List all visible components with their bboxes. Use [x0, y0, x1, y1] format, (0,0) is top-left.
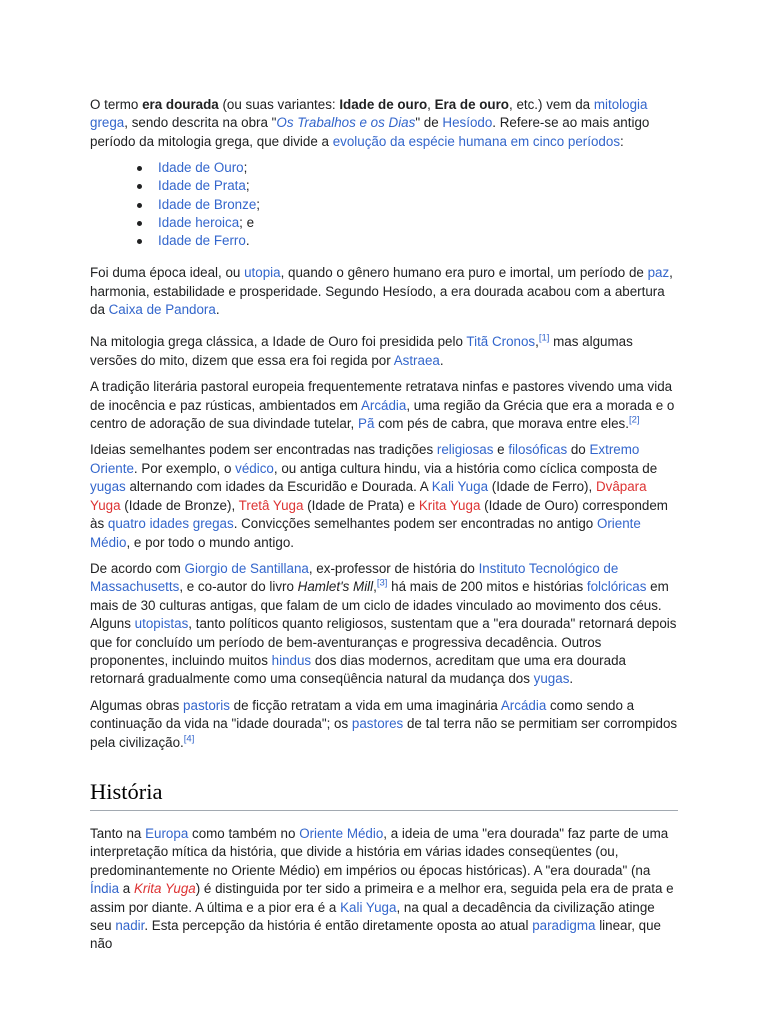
text: , harmonia, estabilidade e prosperidade. Segundo Hesíodo, a era dourada acabou com a abertura da [90, 265, 673, 318]
text: De acordo com [90, 560, 185, 576]
link-idade-heroica[interactable]: Idade heroica [158, 214, 240, 230]
text: , uma região da Grécia que era a morada e o centro de adoração de sua divindade tutelar, [90, 397, 675, 432]
intro-paragraph-6 [90, 560, 678, 689]
text: , etc.) vem da [509, 97, 594, 112]
text: ; [243, 160, 248, 176]
link-paz[interactable]: paz [647, 265, 670, 281]
text: ; e [239, 214, 255, 230]
link-utopistas[interactable]: utopistas [134, 616, 189, 632]
link-religiosas[interactable]: religiosas [436, 442, 494, 458]
text: , sendo descrita na obra " [124, 115, 277, 131]
bold-term: Idade de ouro [339, 97, 428, 112]
bold-term: era dourada [142, 97, 219, 112]
intro-paragraph-1 [90, 96, 678, 151]
link-kali-yuga[interactable]: Kali Yuga [431, 479, 489, 495]
text: e [493, 442, 509, 458]
text: alternando com idades da Escuridão e Dourada. A [125, 479, 432, 495]
text: Algumas obras [90, 697, 184, 713]
text: . Por exemplo, o [133, 460, 236, 476]
link-arcadia[interactable]: Arcádia [500, 697, 547, 713]
text: linear, que não [90, 918, 661, 952]
ages-list [90, 159, 678, 250]
historia-paragraph-1 [90, 825, 678, 954]
redlink-treta-yuga[interactable]: Tretâ Yuga [238, 497, 304, 513]
text: . Convicções semelhantes podem ser encontradas no antigo [233, 516, 597, 532]
link-giorgio-de-santillana[interactable]: Giorgio de Santillana [184, 560, 309, 576]
list-item [158, 177, 678, 195]
intro-paragraph-2 [90, 264, 678, 319]
text: . [569, 671, 574, 687]
list-item [158, 159, 678, 177]
text: Ideias semelhantes podem ser encontradas nas tradições [90, 442, 437, 458]
article-body [90, 96, 678, 962]
text: Na mitologia grega clássica, a Idade de Ouro foi presidida pelo [90, 334, 467, 350]
link-pastoris[interactable]: pastoris [183, 697, 230, 713]
redlink-dvapara-yuga[interactable]: Dvâpara Yuga [90, 479, 647, 513]
text: , [427, 97, 435, 112]
text: : [620, 133, 624, 149]
link-hesiodo[interactable]: Hesíodo [442, 115, 493, 131]
text: (ou suas variantes: [218, 97, 340, 112]
text: , e co-autor do livro [179, 579, 298, 595]
text: ) é distinguida por ter sido a primeira e a melhor era, seguida pela era de prata e assim por diante. A última e a pior era é a [90, 881, 674, 915]
link-idade-de-ferro[interactable]: Idade de Ferro [158, 233, 246, 249]
link-india[interactable]: Índia [90, 881, 120, 897]
text: , e por todo o mundo antigo. [126, 534, 294, 550]
reference-2[interactable]: [2] [628, 414, 640, 426]
text: , tanto políticos quanto religiosos, sustentam que a "era dourada" retornará depois que for concluído um período de bem-aventuranças e progressiva decadência. Outros proponentes, incluindo muitos [90, 616, 677, 668]
list-item [158, 214, 678, 232]
link-pa[interactable]: Pã [358, 416, 375, 432]
text: (Idade de Ferro), [488, 479, 596, 495]
link-tita-cronos[interactable]: Titã Cronos [466, 334, 536, 350]
link-hindus[interactable]: hindus [271, 652, 312, 668]
intro-paragraph-3 [90, 333, 678, 370]
link-pastores[interactable]: pastores [351, 716, 404, 732]
link-astraea[interactable]: Astraea [393, 352, 440, 368]
text: (Idade de Ouro) correspondem às [90, 497, 668, 532]
section-heading-historia: História [90, 778, 678, 811]
text: (Idade de Bronze), [120, 497, 239, 513]
text: de ficção retratam a vida em uma imaginária [229, 697, 501, 713]
text: a [119, 881, 134, 897]
text: de tal terra não se permitiam ser corrompidos pela civilização. [90, 716, 678, 750]
link-arcadia[interactable]: Arcádia [360, 397, 407, 413]
reference-4[interactable]: [4] [183, 733, 195, 745]
text: " de [415, 115, 443, 131]
text: O termo [90, 97, 143, 112]
link-europa[interactable]: Europa [145, 825, 189, 841]
text: , quando o gênero humano era puro e imortal, um período de [280, 265, 648, 281]
link-kali-yuga[interactable]: Kali Yuga [340, 899, 397, 915]
text: ; [256, 196, 261, 212]
text: . Refere-se ao mais antigo período da mitologia grega, que divide a [90, 115, 650, 149]
text: há mais de 200 mitos e histórias [387, 579, 587, 595]
intro-paragraph-7 [90, 697, 678, 752]
link-oriente-medio[interactable]: Oriente Médio [299, 825, 384, 841]
text: dos dias modernos, acreditam que uma era dourada retornará gradualmente como uma conseqüência natural da mudança dos [90, 652, 626, 687]
text: (Idade de Prata) e [303, 497, 419, 513]
link-folcloricas[interactable]: folclóricas [586, 579, 647, 595]
text: , na qual a decadência da civilização atinge seu [90, 899, 655, 934]
text: com pés de cabra, que morava entre eles. [374, 416, 629, 432]
text: . [215, 302, 220, 318]
link-paradigma[interactable]: paradigma [532, 918, 596, 934]
link-nadir[interactable]: nadir [115, 918, 145, 934]
link-oriente-medio[interactable]: Oriente Médio [90, 516, 641, 550]
text: como também no [188, 825, 300, 841]
list-item [158, 232, 678, 250]
redlink-krita-yuga[interactable]: Krita Yuga [418, 497, 481, 513]
link-os-trabalhos-e-os-dias[interactable]: Os Trabalhos e os Dias [276, 115, 416, 131]
bold-term: Era de ouro [434, 97, 509, 112]
text: . [439, 352, 444, 368]
text: , [535, 334, 539, 350]
text: . [245, 233, 250, 249]
link-quatro-idades-gregas[interactable]: quatro idades gregas [107, 516, 234, 532]
link-mit[interactable]: Instituto Tecnológico de Massachusetts [90, 560, 619, 595]
link-yugas[interactable]: yugas [533, 671, 570, 687]
link-idade-de-ouro[interactable]: Idade de Ouro [158, 160, 244, 176]
text: A tradição literária pastoral europeia frequentemente retratava ninfas e pastores vivendo uma vida de inocência e paz rústicas, ambientados em [90, 379, 673, 413]
text: Tanto na [90, 825, 146, 841]
text: em mais de 30 culturas antigas, que falam de um ciclo de idades vinculado ao movimento dos céus. Alguns [90, 579, 669, 632]
text: mas algumas versões do mito, dizem que essa era foi regida por [90, 334, 633, 368]
book-title: Hamlet's Mill [297, 579, 374, 595]
text: , ex-professor de história do [308, 560, 479, 576]
text: ; [245, 178, 250, 194]
link-idade-de-bronze[interactable]: Idade de Bronze [158, 196, 257, 212]
text: Foi duma época ideal, ou [90, 265, 245, 281]
text: , ou antiga cultura hindu, via a história como cíclica composta de [273, 460, 658, 476]
list-item [158, 196, 678, 214]
link-extremo-oriente[interactable]: Extremo Oriente [90, 442, 640, 476]
text: , a ideia de uma "era dourada" faz parte de uma interpretação mítica da história, que divide a história em várias idades conseqüentes (ou, predominantemente no Oriente Médio) em impérios ou épocas históricas). A "era dourada" (na [90, 825, 669, 878]
intro-paragraph-5 [90, 441, 678, 551]
link-evolucao-especie-humana[interactable]: evolução da espécie humana em cinco períodos [332, 133, 621, 149]
link-utopia[interactable]: utopia [244, 265, 281, 281]
reference-1[interactable]: [1] [538, 332, 550, 344]
link-idade-de-prata[interactable]: Idade de Prata [158, 178, 246, 194]
text: , [373, 579, 377, 595]
intro-paragraph-4 [90, 378, 678, 433]
text: . Esta percepção da história é então diretamente oposta ao atual [144, 918, 533, 934]
link-mitologia-grega[interactable]: mitologia grega [90, 97, 648, 131]
redlink-krita-yuga[interactable]: Krita Yuga [133, 881, 196, 897]
link-vedico[interactable]: védico [235, 460, 274, 476]
link-caixa-de-pandora[interactable]: Caixa de Pandora [108, 302, 216, 318]
link-filosoficas[interactable]: filosóficas [508, 442, 568, 458]
link-yugas[interactable]: yugas [90, 479, 126, 495]
reference-3[interactable]: [3] [376, 577, 388, 589]
text: do [567, 442, 590, 458]
text: como sendo a continuação da vida na "idade dourada"; os [90, 697, 635, 732]
